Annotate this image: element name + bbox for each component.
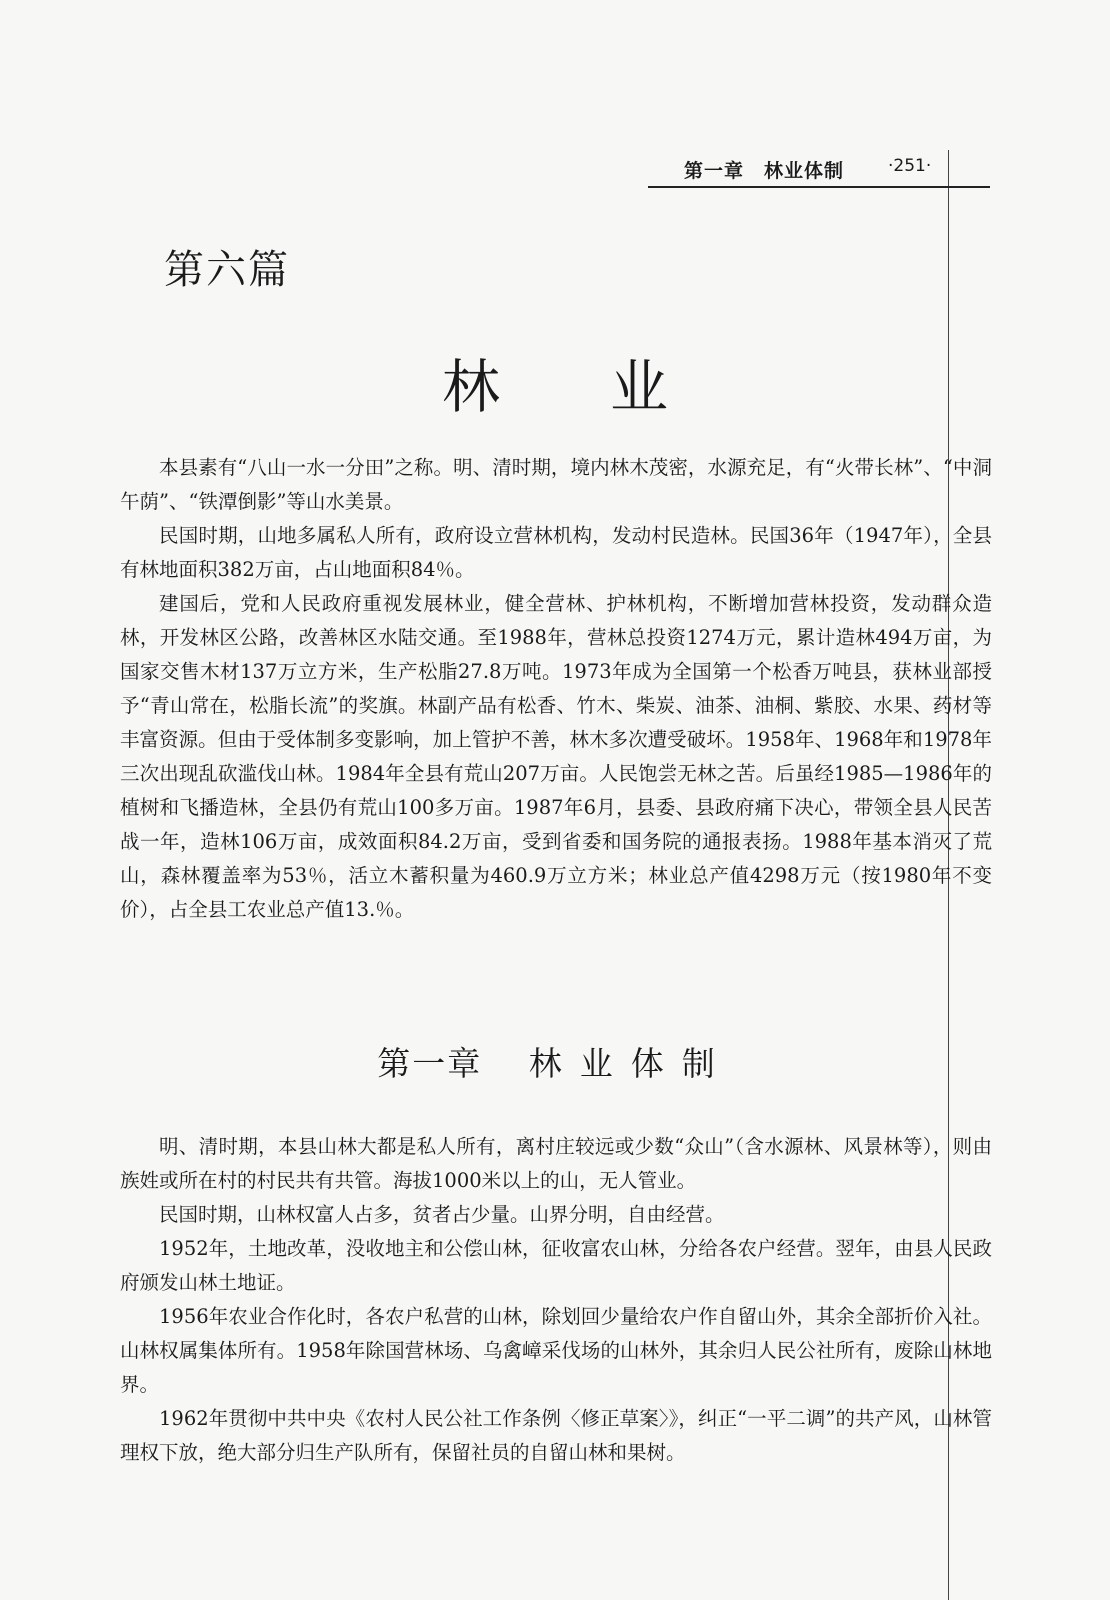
intro-text xyxy=(120,451,992,927)
chapter-paragraph: 明、清时期，本县山林大都是私人所有，离村庄较远或少数“众山”（含水源林、风景林等），则由族姓或所在村的村民共有共管。海拔1000米以上的山，无人管业。 xyxy=(120,1135,992,1192)
part-label: 第六篇 xyxy=(164,247,290,293)
intro-paragraph: 建国后，党和人民政府重视发展林业，健全营林、护林机构，不断增加营林投资，发动群众造林，开发林区公路，改善林区水陆交通。至1988年，营林总投资1274万元，累计造林494万亩，为国家交售木材137万立方米，生产松脂27.8万吨。1973年成为全国第一个松香万吨县，获林业部授予“青山常在，松脂长流”的奖旗。林副产品有松香、竹木、柴炭、油茶、油桐、紫胶、水果、药材等丰富资源。但由于受体制多变影响，加上管护不善，林木多次遭受破坏。1958年、1968年和1978年三次出现乱砍滥伐山林。1984年全县有荒山207万亩。人民饱尝无林之苦。后虽经1985—1986年的植树和飞播造林，全县仍有荒山100多万亩。1987年6月，县委、县政府痛下决心，带领全县人民苦战一年，造林106万亩，成效面积84.2万亩，受到省委和国务院的通报表扬。1988年基本消灭了荒山，森林覆盖率为53％，活立木蓄积量为460.9万立方米；林业总产值4298万元（按1980年不变价），占全县工农业总产值13.％。 xyxy=(120,592,992,921)
intro-paragraph: 本县素有“八山一水一分田”之称。明、清时期，境内林木茂密，水源充足，有“火带长林”、“中洞午荫”、“铁潭倒影”等山水美景。 xyxy=(120,456,992,513)
header-rule xyxy=(648,186,990,188)
chapter-name: 林业体制 xyxy=(528,1044,733,1083)
chapter-number: 第一章 xyxy=(377,1044,483,1083)
chapter-paragraph: 民国时期，山林权富人占多，贫者占少量。山界分明，自由经营。 xyxy=(159,1203,725,1226)
chapter-text xyxy=(120,1130,992,1470)
part-title: 林业 xyxy=(441,353,778,421)
running-header xyxy=(648,152,988,188)
chapter-paragraph: 1956年农业合作化时，各农户私营的山林，除划回少量给农户作自留山外，其余全部折价入社。山林权属集体所有。1958年除国营林场、乌禽嶂采伐场的山林外，其余归人民公社所有，废除山林地界。 xyxy=(120,1305,992,1396)
chapter-heading xyxy=(0,1038,1110,1085)
chapter-paragraph: 1962年贯彻中共中央《农村人民公社工作条例〈修正草案〉》，纠正“一平二调”的共产风，山林管理权下放，绝大部分归生产队所有，保留社员的自留山林和果树。 xyxy=(120,1407,992,1464)
running-title: 第一章 林业体制 xyxy=(684,160,845,182)
intro-paragraph: 民国时期，山地多属私人所有，政府设立营林机构，发动村民造林。民国36年（1947年），全县有林地面积382万亩，占山地面积84％。 xyxy=(120,524,992,581)
page-number: ·251· xyxy=(888,156,932,176)
chapter-paragraph: 1952年，土地改革，没收地主和公偿山林，征收富农山林，分给各农户经营。翌年，由县人民政府颁发山林土地证。 xyxy=(120,1237,992,1294)
